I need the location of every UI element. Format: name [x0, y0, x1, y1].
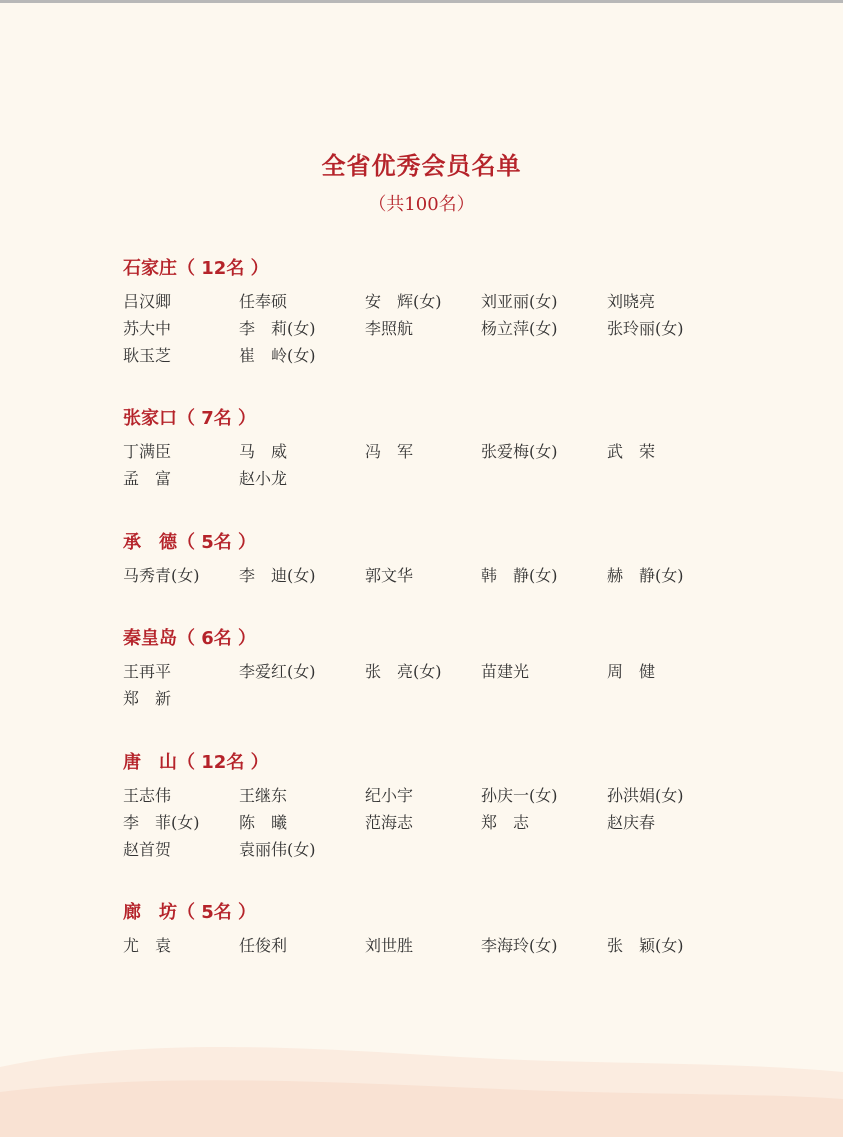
member-name: 郑 新 — [123, 689, 172, 708]
member-name: 孙洪娟(女) — [607, 786, 684, 805]
member-name: 李 迪(女) — [239, 566, 316, 585]
section-heading: 廊 坊（ 5名 ） — [123, 902, 257, 923]
section-shijiazhuang — [123, 256, 763, 369]
top-border-line — [0, 0, 843, 3]
member-name: 安 辉(女) — [365, 292, 442, 311]
member-name: 范海志 — [365, 813, 414, 832]
section-chengde — [123, 530, 763, 589]
member-name: 赵小龙 — [239, 469, 288, 488]
member-name: 李照航 — [365, 319, 414, 338]
section-tangshan — [123, 750, 763, 863]
name-list — [123, 288, 763, 369]
member-name: 李爱红(女) — [239, 662, 316, 681]
member-name: 刘晓亮 — [607, 292, 656, 311]
name-list — [123, 782, 763, 863]
section-heading: 唐 山（ 12名 ） — [123, 752, 269, 773]
member-name: 郭文华 — [365, 566, 414, 585]
member-name: 孟 富 — [123, 469, 172, 488]
member-name: 孙庆一(女) — [481, 786, 558, 805]
page-title: 全省优秀会员名单 — [321, 151, 522, 180]
member-name: 杨立萍(女) — [481, 319, 558, 338]
member-name: 赵庆春 — [607, 813, 656, 832]
member-name: 尤 袁 — [123, 936, 172, 955]
member-name: 任奉硕 — [239, 292, 288, 311]
member-name: 张爱梅(女) — [481, 442, 558, 461]
member-name: 冯 军 — [365, 442, 414, 461]
member-name: 郑 志 — [481, 813, 530, 832]
member-name: 王再平 — [123, 662, 172, 681]
section-zhangjiakou — [123, 406, 763, 492]
section-heading: 石家庄（ 12名 ） — [123, 258, 269, 279]
member-name: 张 亮(女) — [365, 662, 442, 681]
member-name: 苗建光 — [481, 662, 530, 681]
decorative-wave-background — [0, 1027, 843, 1137]
member-name: 李 菲(女) — [123, 813, 200, 832]
member-name: 韩 静(女) — [481, 566, 558, 585]
name-list — [123, 438, 763, 492]
member-name: 刘世胜 — [365, 936, 414, 955]
member-name: 王志伟 — [123, 786, 172, 805]
member-name: 耿玉芝 — [123, 346, 172, 365]
member-name: 张玲丽(女) — [607, 319, 684, 338]
member-name: 吕汉卿 — [123, 292, 172, 311]
member-name: 赫 静(女) — [607, 566, 684, 585]
member-name: 周 健 — [607, 662, 656, 681]
section-heading: 承 德（ 5名 ） — [123, 532, 257, 553]
member-name: 刘亚丽(女) — [481, 292, 558, 311]
member-name: 陈 曦 — [239, 813, 288, 832]
member-name: 武 荣 — [607, 442, 656, 461]
member-name: 赵首贺 — [123, 840, 172, 859]
member-name: 马秀青(女) — [123, 566, 200, 585]
member-name: 王继东 — [239, 786, 288, 805]
name-list — [123, 658, 763, 712]
member-name: 纪小宇 — [365, 786, 414, 805]
name-list — [123, 932, 763, 959]
section-qinhuangdao — [123, 626, 763, 712]
member-name: 崔 岭(女) — [239, 346, 316, 365]
section-heading: 张家口（ 7名 ） — [123, 408, 257, 429]
member-name: 张 颖(女) — [607, 936, 684, 955]
member-name: 任俊利 — [239, 936, 288, 955]
member-name: 苏大中 — [123, 319, 172, 338]
section-langfang — [123, 900, 763, 959]
section-heading: 秦皇岛（ 6名 ） — [123, 628, 257, 649]
member-name: 马 威 — [239, 442, 288, 461]
member-name: 袁丽伟(女) — [239, 840, 316, 859]
member-name: 李海玲(女) — [481, 936, 558, 955]
member-name: 李 莉(女) — [239, 319, 316, 338]
name-list — [123, 562, 763, 589]
member-name: 丁满臣 — [123, 442, 172, 461]
page-subtitle: （共100名） — [368, 194, 475, 215]
